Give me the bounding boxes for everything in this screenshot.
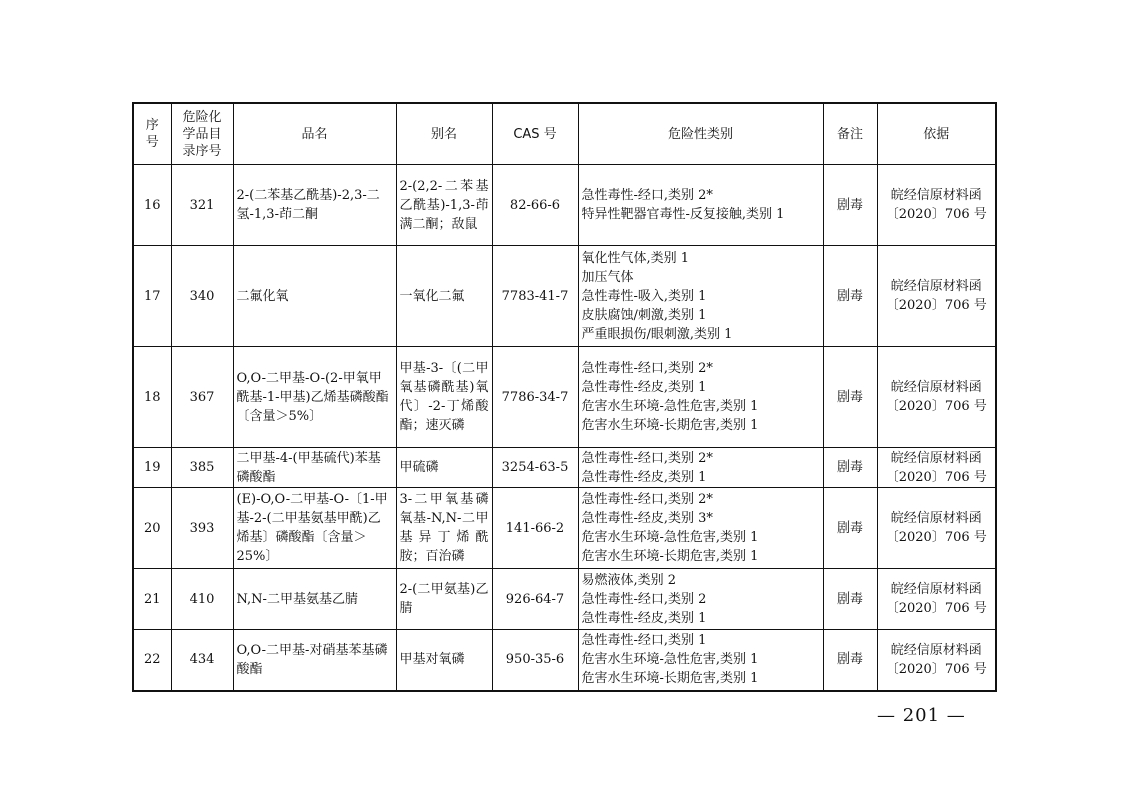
- hazard-line: 急性毒性-经口,类别 2*: [581, 361, 713, 376]
- hazard-line: 加压气体: [581, 269, 634, 285]
- cell-hazard: [578, 246, 823, 347]
- hazard-line: 特异性靶器官毒性-反复接触,类别 1: [581, 207, 785, 222]
- cell-name: 二氟化氧: [233, 246, 396, 347]
- cell-name: N,N-二甲基氨基乙腈: [233, 569, 396, 630]
- header-seq: 序号: [133, 103, 171, 165]
- header-row: [133, 103, 996, 165]
- header-catalog-no: 危险化学品目录序号: [171, 103, 233, 165]
- cell-hazard: [578, 347, 823, 448]
- header-name: 品名: [233, 103, 396, 165]
- cell-hazard: [578, 165, 823, 246]
- hazard-line: 氧化性气体,类别 1: [581, 250, 690, 266]
- hazard-line: 急性毒性-经皮,类别 1: [581, 469, 707, 485]
- cell-cas: 7786-34-7: [492, 347, 578, 448]
- cell-hazard: [578, 448, 823, 488]
- cell-name: 二甲基-4-(甲基硫代)苯基磷酸酯: [233, 448, 396, 488]
- cell-seq: 16: [133, 165, 171, 246]
- hazard-line: 急性毒性-经口,类别 2*: [581, 450, 713, 466]
- header-hazard: 危险性类别: [578, 103, 823, 165]
- hazardous-chemicals-table: [132, 102, 997, 692]
- hazard-line: 易燃液体,类别 2: [581, 572, 677, 588]
- hazard-line: 急性毒性-经口,类别 2*: [581, 492, 713, 507]
- header-basis: 依据: [877, 103, 996, 165]
- hazard-line: 急性毒性-经口,类别 1: [581, 633, 707, 649]
- hazard-line: 急性毒性-经皮,类别 1: [581, 380, 707, 395]
- cell-name: O,O-二甲基-O-(2-甲氧甲酰基-1-甲基)乙烯基磷酸酯〔含量＞5%〕: [233, 347, 396, 448]
- cell-seq: 21: [133, 569, 171, 630]
- cell-seq: 17: [133, 246, 171, 347]
- hazard-line: 危害水生环境-长期危害,类别 1: [581, 549, 759, 564]
- cell-cas: 950-35-6: [492, 630, 578, 691]
- cell-hazard: [578, 569, 823, 630]
- table-header: [133, 103, 996, 165]
- basis-line: 〔2020〕706 号: [885, 298, 987, 313]
- cell-basis: [877, 448, 996, 488]
- cell-basis: [877, 569, 996, 630]
- hazard-line: 急性毒性-经皮,类别 3*: [581, 511, 713, 526]
- cell-catalog-no: 385: [171, 448, 233, 488]
- table-row: [133, 448, 996, 488]
- cell-alias: 一氧化二氟: [396, 246, 492, 347]
- cell-cas: 82-66-6: [492, 165, 578, 246]
- cell-remark: 剧毒: [823, 448, 877, 488]
- basis-line: 皖经信原材料函: [890, 642, 982, 658]
- table-body: [133, 165, 996, 691]
- basis-line: 皖经信原材料函: [890, 380, 982, 395]
- cell-name: 2-(二苯基乙酰基)-2,3-二氢-1,3-茚二酮: [233, 165, 396, 246]
- cell-remark: 剧毒: [823, 630, 877, 691]
- table-row: [133, 246, 996, 347]
- header-cas: CAS 号: [492, 103, 578, 165]
- cell-name: (E)-O,O-二甲基-O-〔1-甲基-2-(二甲基氨基甲酰)乙烯基〕磷酸酯〔含量＞25%〕: [233, 488, 396, 569]
- cell-catalog-no: 321: [171, 165, 233, 246]
- cell-remark: 剧毒: [823, 347, 877, 448]
- cell-alias: 2-(2,2-二苯基乙酰基)-1,3-茚满二酮；敌鼠: [396, 165, 492, 246]
- cell-alias: 甲基-3-〔(二甲氧基磷酰基)氧代〕-2-丁烯酸酯；速灭磷: [396, 347, 492, 448]
- basis-line: 皖经信原材料函: [890, 450, 982, 466]
- hazard-line: 危害水生环境-急性危害,类别 1: [581, 652, 759, 668]
- hazard-line: 皮肤腐蚀/刺激,类别 1: [581, 307, 707, 323]
- hazard-line: 危害水生环境-长期危害,类别 1: [581, 671, 759, 687]
- cell-basis: [877, 630, 996, 691]
- basis-line: 皖经信原材料函: [890, 582, 982, 597]
- header-remark: 备注: [823, 103, 877, 165]
- cell-seq: 18: [133, 347, 171, 448]
- cell-alias: 2-(二甲氨基)乙腈: [396, 569, 492, 630]
- cell-catalog-no: 340: [171, 246, 233, 347]
- cell-catalog-no: 434: [171, 630, 233, 691]
- basis-line: 〔2020〕706 号: [885, 530, 987, 545]
- cell-cas: 3254-63-5: [492, 448, 578, 488]
- basis-line: 〔2020〕706 号: [885, 601, 987, 616]
- basis-line: 皖经信原材料函: [890, 511, 982, 526]
- hazard-line: 危害水生环境-急性危害,类别 1: [581, 399, 759, 414]
- cell-alias: 甲硫磷: [396, 448, 492, 488]
- cell-name: O,O-二甲基-对硝基苯基磷酸酯: [233, 630, 396, 691]
- cell-remark: 剧毒: [823, 246, 877, 347]
- cell-remark: 剧毒: [823, 165, 877, 246]
- cell-cas: 7783-41-7: [492, 246, 578, 347]
- cell-basis: [877, 246, 996, 347]
- cell-hazard: [578, 488, 823, 569]
- basis-line: 〔2020〕706 号: [885, 661, 987, 677]
- table-row: [133, 630, 996, 691]
- cell-catalog-no: 367: [171, 347, 233, 448]
- table-row: [133, 488, 996, 569]
- cell-basis: [877, 347, 996, 448]
- table-row: [133, 569, 996, 630]
- basis-line: 〔2020〕706 号: [885, 207, 987, 222]
- hazard-line: 危害水生环境-长期危害,类别 1: [581, 418, 759, 433]
- cell-alias: 甲基对氧磷: [396, 630, 492, 691]
- basis-line: 〔2020〕706 号: [885, 399, 987, 414]
- table-row: [133, 347, 996, 448]
- cell-seq: 19: [133, 448, 171, 488]
- hazard-line: 急性毒性-经口,类别 2: [581, 591, 707, 607]
- cell-cas: 141-66-2: [492, 488, 578, 569]
- basis-line: 〔2020〕706 号: [885, 469, 987, 485]
- basis-line: 皖经信原材料函: [890, 279, 982, 294]
- cell-seq: 22: [133, 630, 171, 691]
- header-alias: 别名: [396, 103, 492, 165]
- hazard-line: 急性毒性-吸入,类别 1: [581, 288, 707, 304]
- page-number: — 201 —: [877, 705, 966, 726]
- cell-catalog-no: 393: [171, 488, 233, 569]
- table-row: [133, 165, 996, 246]
- cell-alias: 3-二甲氧基磷氧基-N,N-二甲基异丁烯酰胺；百治磷: [396, 488, 492, 569]
- cell-basis: [877, 488, 996, 569]
- cell-hazard: [578, 630, 823, 691]
- cell-catalog-no: 410: [171, 569, 233, 630]
- hazard-line: 急性毒性-经口,类别 2*: [581, 188, 713, 203]
- cell-remark: 剧毒: [823, 569, 877, 630]
- cell-cas: 926-64-7: [492, 569, 578, 630]
- cell-seq: 20: [133, 488, 171, 569]
- cell-basis: [877, 165, 996, 246]
- basis-line: 皖经信原材料函: [890, 188, 982, 203]
- hazard-line: 严重眼损伤/眼刺激,类别 1: [581, 326, 733, 342]
- hazard-line: 危害水生环境-急性危害,类别 1: [581, 530, 759, 545]
- cell-remark: 剧毒: [823, 488, 877, 569]
- hazard-line: 急性毒性-经皮,类别 1: [581, 610, 707, 626]
